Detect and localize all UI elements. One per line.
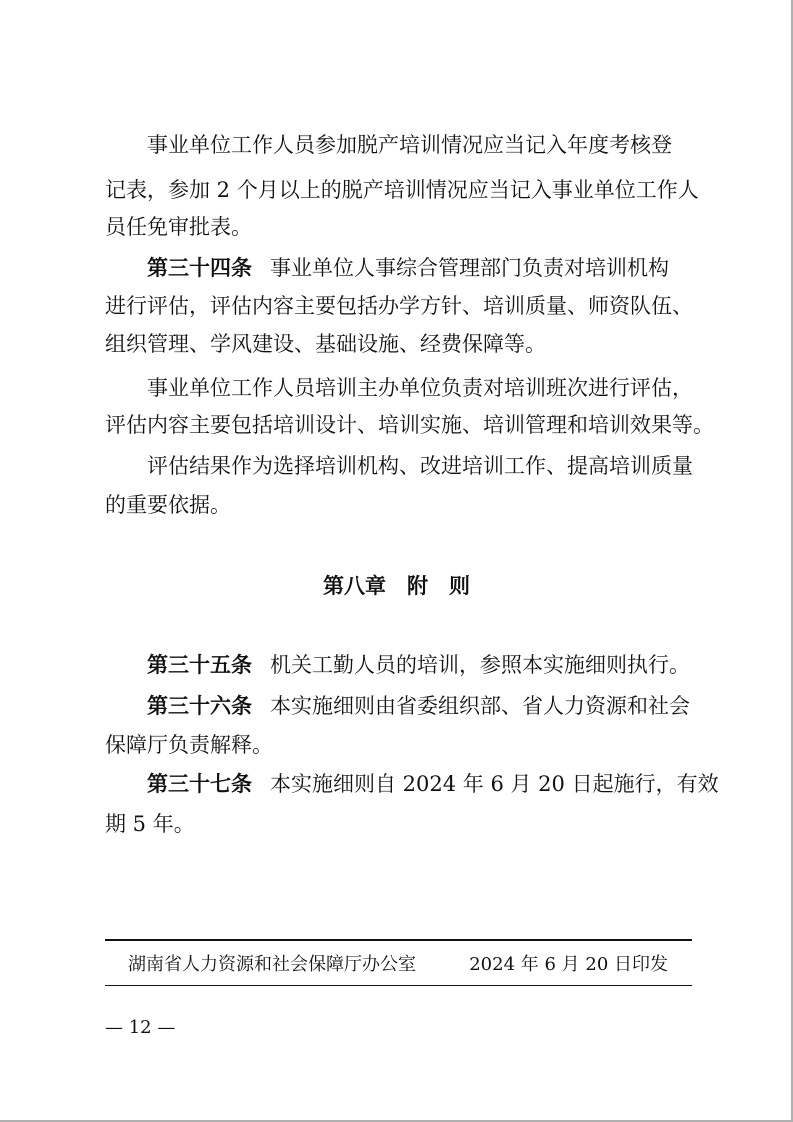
article-35-text: 机关工勤人员的培训，参照本实施细则执行。 [270,653,690,677]
article-35-line [147,651,737,679]
article-37-label: 第三十七条 [147,771,252,796]
paragraph-line: 的重要依据。 [105,493,231,517]
paragraph-line: 进行评估，评估内容主要包括办学方针、培训质量、师资队伍、 [105,294,693,318]
paragraph-line: 期 5 年。 [105,812,195,836]
article-37-text: 本实施细则自 2024 年 6 月 20 日起施行，有效 [270,772,719,796]
issue-date: 2024 年 6 月 20 日印发 [469,954,668,975]
paragraph-line: 员任免审批表。 [105,215,252,239]
chapter-heading: 第八章 附 则 [323,573,470,598]
article-36-line [147,692,737,720]
footer-rule-bottom [105,985,692,986]
paragraph-line: 组织管理、学风建设、基础设施、经费保障等。 [105,332,546,356]
paragraph-line: 事业单位工作人员培训主办单位负责对培训班次进行评估， [147,376,693,400]
paragraph-line: 评估结果作为选择培训机构、改进培训工作、提高培训质量 [147,454,693,478]
article-37-line [147,770,737,798]
article-34-text: 事业单位人事综合管理部门负责对培训机构 [270,256,669,280]
issuer-name: 湖南省人力资源和社会保障厅办公室 [128,954,416,975]
footer-rule-top [105,939,692,941]
paragraph-line: 评估内容主要包括培训设计、培训实施、培训管理和培训效果等。 [105,413,714,437]
article-35-label: 第三十五条 [147,652,252,677]
article-34-label: 第三十四条 [147,255,252,280]
article-36-text: 本实施细则由省委组织部、省人力资源和社会 [270,694,690,718]
article-36-label: 第三十六条 [147,693,252,718]
article-34-line [147,254,737,282]
paragraph-line: 事业单位工作人员参加脱产培训情况应当记入年度考核登 [147,133,672,157]
page-number: — 12 — [105,1017,176,1038]
paragraph-line: 记表，参加 2 个月以上的脱产培训情况应当记入事业单位工作人 [105,178,699,202]
paragraph-line: 保障厅负责解释。 [105,733,273,757]
